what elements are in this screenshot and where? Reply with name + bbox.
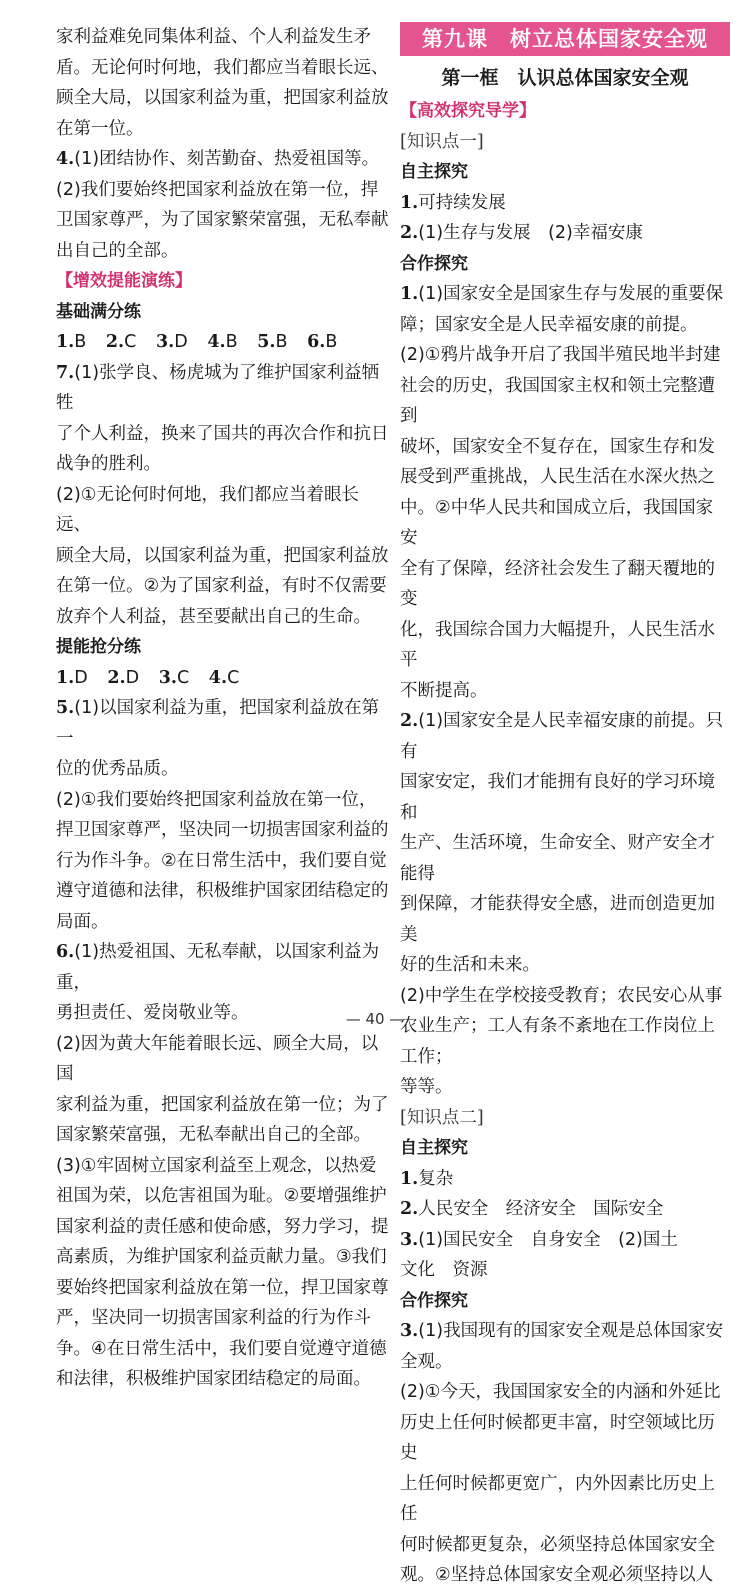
text-line: (3)①牢固树立国家利益至上观念，以热爱 — [56, 1155, 377, 1176]
question-number: 3. — [400, 1229, 419, 1250]
answer-text: (1)热爱祖国、无私奉献，以国家利益为重， — [56, 942, 380, 993]
text-line: 要始终把国家利益放在第一位，捍卫国家尊 — [56, 1277, 389, 1298]
question-number: 2. — [400, 1199, 419, 1219]
answer-7 — [56, 358, 392, 419]
text-line: 家利益难免同集体利益、个人利益发生矛 — [56, 27, 371, 47]
choice-answer: C — [227, 667, 240, 688]
answer-text: (1)生存与发展 (2)幸福安康 — [418, 223, 643, 243]
text-line: 破坏，国家安全不复存在，国家生存和发 — [400, 436, 715, 457]
text-line: 观。②坚持总体国家安全观必须坚持以人 — [400, 1565, 714, 1585]
choice-answers-row — [56, 663, 392, 694]
text-line: 祖国为荣，以危害祖国为耻。②要增强维护 — [56, 1186, 387, 1206]
text-line: 出自己的全部。 — [56, 240, 179, 261]
text-line: 行为作斗争。②在日常生活中，我们要自觉 — [56, 850, 387, 871]
text-line: 到保障，才能获得安全感，进而创造更加美 — [400, 894, 715, 945]
text-line: 国家繁荣富强，无私奉献出自己的全部。 — [56, 1125, 371, 1145]
question-number: 2. — [400, 711, 419, 731]
answer-5 — [56, 693, 392, 754]
text-line: 展受到严重挑战，人民生活在水深火热之 — [400, 467, 715, 487]
text-line: 国家安定，我们才能拥有良好的学习环境和 — [400, 772, 715, 823]
question-number: 5. — [56, 698, 75, 718]
question-number: 6. — [56, 942, 75, 962]
text-line: 全观。 — [400, 1351, 453, 1372]
answer-line — [400, 1316, 730, 1347]
section-heading: 【增效提能演练】 — [56, 271, 192, 291]
choice-answer: D — [174, 332, 188, 352]
choice-answer: B — [74, 332, 87, 352]
text-line: 勇担责任、爱岗敬业等。 — [56, 1003, 249, 1023]
answer-text: (1)国家安全是人民幸福安康的前提。只有 — [400, 711, 724, 762]
text-line: 争。④在日常生活中，我们要自觉遵守道德 — [56, 1338, 387, 1359]
text-line: 局面。 — [56, 911, 109, 932]
text-line: 放弃个人利益，甚至要献出自己的生命。 — [56, 606, 371, 627]
text-line: 农业生产；工人有条不紊地在工作岗位上工作； — [400, 1016, 715, 1067]
answer-text: 复杂 — [418, 1168, 454, 1189]
text-line: 高素质，为维护国家利益贡献力量。③我们 — [56, 1247, 387, 1267]
text-line: (2)因为黄大年能着眼长远、顾全大局，以国 — [56, 1033, 379, 1084]
text-line: 不断提高。 — [400, 680, 488, 701]
text-line: 位的优秀品质。 — [56, 759, 179, 779]
text-line: 和法律，积极维护国家团结稳定的局面。 — [56, 1369, 371, 1389]
answer-text: (1)我国现有的国家安全观是总体国家安 — [418, 1321, 724, 1341]
text-line: 在第一位。 — [56, 118, 144, 139]
text-line: 捍卫国家尊严，坚决同一切损害国家利益的 — [56, 820, 389, 840]
question-number: 5. — [257, 332, 276, 352]
text-line: 生产、生活环境，生命安全、财产安全才能得 — [400, 833, 715, 884]
text-line: 全有了保障，经济社会发生了翻天覆地的变 — [400, 558, 715, 609]
text-line: (2)①今天，我国国家安全的内涵和外延比 — [400, 1382, 721, 1402]
question-number: 2. — [105, 332, 125, 352]
text-line: (2)我们要始终把国家利益放在第一位，捍 — [56, 179, 379, 200]
text-line: (2)中学生在学校接受教育；农民安心从事 — [400, 985, 723, 1006]
text-line: 顾全大局，以国家利益为重，把国家利益放 — [56, 545, 389, 566]
answer-line — [400, 218, 730, 249]
text-line: (2)①鸦片战争开启了我国半殖民地半封建 — [400, 345, 721, 365]
question-number: 3. — [158, 667, 177, 688]
question-number: 2. — [107, 667, 126, 688]
subsection-heading: 自主探究 — [400, 162, 468, 182]
choice-answer: B — [275, 332, 288, 352]
frame-title: 第一框 认识总体国家安全观 — [441, 67, 689, 89]
answer-text: (1)团结协作、刻苦勤奋、热爱祖国等。 — [74, 149, 380, 169]
text-line: 在第一位。②为了国家利益，有时不仅需要 — [56, 576, 387, 596]
answer-text: (1)国民安全 自身安全 (2)国土 — [418, 1229, 678, 1250]
text-line: 中。②中华人民共和国成立后，我国国家安 — [400, 497, 714, 548]
text-line: 盾。无论何时何地，我们都应当着眼长远、 — [56, 57, 389, 78]
text-line: 文化 资源 — [400, 1260, 488, 1280]
page-number: — 40 — — [345, 1010, 405, 1028]
lesson-title: 第九课 树立总体国家安全观 — [400, 22, 730, 56]
text-line: 历史上任何时候都更丰富，时空领域比历史 — [400, 1412, 715, 1463]
text-line: 何时候都更复杂，必须坚持总体国家安全 — [400, 1534, 715, 1555]
subsection-heading: 提能抢分练 — [56, 637, 141, 657]
question-number: 1. — [56, 332, 75, 352]
text-line: 严，坚决同一切损害国家利益的行为作斗 — [56, 1308, 371, 1328]
answer-text: (1)国家安全是国家生存与发展的重要保 — [418, 284, 724, 304]
subsection-heading: 合作探究 — [400, 253, 468, 274]
answer-line — [400, 188, 730, 219]
answer-line — [400, 279, 730, 310]
right-column — [400, 22, 730, 1591]
text-line: 家利益为重，把国家利益放在第一位；为了 — [56, 1094, 389, 1115]
text-line: 卫国家尊严，为了国家繁荣富强，无私奉献 — [56, 210, 389, 230]
text-line: 障；国家安全是人民幸福安康的前提。 — [400, 314, 698, 335]
answer-line — [400, 1164, 730, 1195]
answer-text: (1)张学良、杨虎城为了维护国家利益牺牲 — [56, 362, 380, 413]
knowledge-point-label: [知识点二] — [400, 1107, 484, 1128]
text-line: 等等。 — [400, 1077, 453, 1097]
question-number: 4. — [208, 667, 228, 688]
text-line: 国家利益的责任感和使命感，努力学习，提 — [56, 1216, 389, 1237]
subsection-heading: 合作探究 — [400, 1290, 468, 1311]
text-line: 化，我国综合国力大幅提升，人民生活水平 — [400, 619, 715, 670]
question-number: 3. — [155, 332, 175, 352]
text-line: 好的生活和未来。 — [400, 955, 540, 975]
text-line: 顾全大局，以国家利益为重，把国家利益放 — [56, 88, 389, 108]
question-number: 1. — [400, 192, 419, 213]
knowledge-point-label: [知识点一] — [400, 131, 484, 152]
text-line: 遵守道德和法律，积极维护国家团结稳定的 — [56, 881, 389, 901]
answer-6 — [56, 937, 392, 998]
question-number: 6. — [307, 332, 326, 352]
choice-answer: B — [225, 332, 238, 352]
choice-answer: C — [124, 332, 137, 352]
text-line: 上任何时候都更宽广，内外因素比历史上任 — [400, 1473, 715, 1524]
subsection-heading: 自主探究 — [400, 1138, 468, 1158]
answer-line — [400, 1194, 730, 1225]
choice-answer: D — [125, 667, 140, 688]
answer-4 — [56, 144, 392, 175]
answer-line — [400, 706, 730, 767]
question-number: 1. — [56, 667, 75, 688]
text-line: (2)①无论何时何地，我们都应当着眼长远、 — [56, 484, 359, 535]
answer-line — [400, 1225, 730, 1256]
question-number: 1. — [400, 1168, 419, 1189]
question-number: 1. — [400, 284, 419, 304]
question-number: 3. — [400, 1321, 419, 1341]
question-number: 7. — [56, 362, 75, 383]
choice-answer: C — [176, 667, 190, 688]
answer-text: 可持续发展 — [418, 192, 506, 213]
question-number: 2. — [400, 223, 419, 243]
section-heading: 【高效探究导学】 — [400, 101, 536, 121]
text-line: 了个人利益，换来了国共的再次合作和抗日 — [56, 423, 389, 444]
answer-text: (1)以国家利益为重，把国家利益放在第一 — [56, 698, 380, 749]
question-number: 4. — [207, 332, 226, 352]
choice-answer: B — [325, 332, 338, 352]
answer-text: 人民安全 经济安全 国际安全 — [418, 1199, 664, 1219]
choice-answer: D — [74, 667, 88, 688]
text-line: (2)①我们要始终把国家利益放在第一位， — [56, 789, 377, 810]
question-number: 4. — [56, 149, 75, 169]
left-column — [56, 22, 392, 1395]
subsection-heading: 基础满分练 — [56, 301, 141, 322]
choice-answers-row — [56, 327, 392, 358]
text-line: 战争的胜利。 — [56, 454, 161, 474]
text-line: 社会的历史，我国国家主权和领土完整遭到 — [400, 375, 715, 426]
